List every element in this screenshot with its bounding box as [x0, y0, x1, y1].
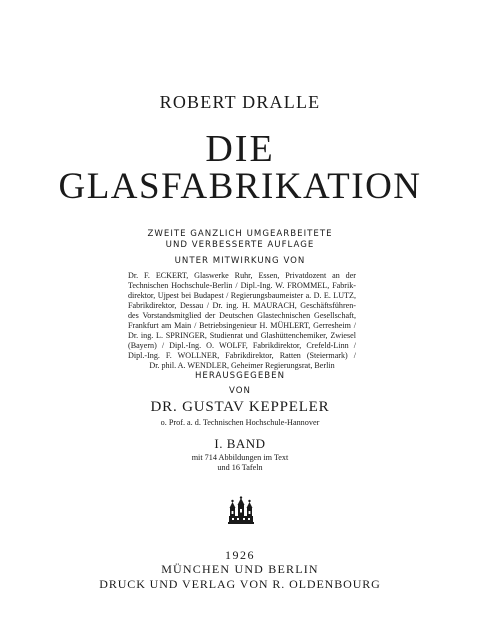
- author-name: ROBERT DRALLE: [159, 92, 321, 112]
- contributor-line: Dipl.-Ing. F. WOLLNER, Fabrikdirektor, Ratten (Steiermark) /: [128, 351, 356, 360]
- book-title-line-2: GLASFABRIKATION: [58, 166, 422, 207]
- contributor-line: des Vorstandsmitglied der Deutschen Glastechnischen Gesellschaft,: [128, 311, 356, 320]
- plates-count: und 16 Tafeln: [217, 463, 263, 472]
- contributor-line: Fabrikdirektor, Dessau / Dr. ing. H. MAURACH, Geschäftsführen-: [128, 301, 356, 310]
- book-title-line-1: DIE: [205, 128, 275, 170]
- contributor-line: Technischen Hochschule-Berlin / Dipl.-Ing. W. FROMMEL, Fabrik-: [128, 281, 356, 290]
- editor-title: o. Prof. a. d. Technischen Hochschule-Hannover: [160, 418, 320, 427]
- contributor-line: Dr. ing. L. SPRINGER, Studienrat und Glashüttenchemiker, Zwiesel: [128, 331, 356, 340]
- illustrations-count: mit 714 Abbildungen im Text: [191, 453, 289, 462]
- castle-towers-icon: [226, 496, 256, 526]
- edition-line-2: UND VERBESSERTE AUFLAGE: [165, 240, 315, 250]
- edited-by-line-2: VON: [229, 386, 251, 396]
- volume-label: I. BAND: [214, 436, 266, 451]
- contributor-line: Dr. phil. A. WENDLER, Geheimer Regierungsrat, Berlin: [149, 361, 335, 370]
- publication-year: 1926: [225, 548, 255, 562]
- edited-by-line-1: HERAUSGEGEBEN: [194, 371, 286, 381]
- editor-name: DR. GUSTAV KEPPELER: [150, 399, 330, 415]
- publication-city: MÜNCHEN UND BERLIN: [161, 562, 319, 576]
- contributor-line: (Bayern) / Dipl.-Ing. O. WOLFF, Fabrikdirektor, Crefeld-Linn /: [128, 341, 356, 350]
- publisher-line: DRUCK UND VERLAG VON R. OLDENBOURG: [99, 577, 381, 591]
- contributor-line: Frankfurt am Main / Betriebsingenieur H. MÜHLERT, Gerresheim /: [128, 321, 356, 330]
- contributor-line: direktor, Ujpest bei Budapest / Regierungsbaumeister a. D. E. LUTZ,: [128, 291, 356, 300]
- edition-line-1: ZWEITE GANZLICH UMGEARBEITETE: [147, 229, 333, 239]
- contributor-line: Dr. F. ECKERT, Glaswerke Ruhr, Essen, Privatdozent an der: [128, 271, 356, 280]
- collaboration-heading: UNTER MITWIRKUNG VON: [174, 256, 306, 266]
